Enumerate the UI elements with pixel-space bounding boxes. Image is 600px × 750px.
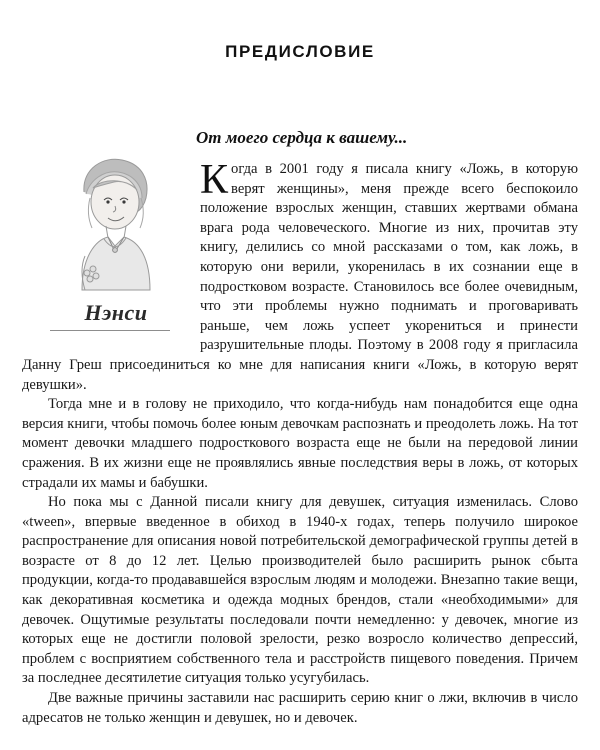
drop-cap: К — [200, 157, 229, 203]
paragraph-3: Но пока мы с Данной писали книгу для девушек, ситуация изменилась. Слово «tween», впервые введенное в обиход в 1940-х годах, теперь получило широкое распространение для описания новой потребительской демографической группы детей в возрасте от 8 до 12 лет. Целью производителей было расширить рынок сбыта продукции, когда-то продававшейся взрослым людям и молодежи. Внезапно такие вещи, как декоративная косметика и одежда модных брендов, стали «необходимыми» для девочек. Ощутимые результаты последовали почти немедленно: у девочек, многие из которых еще не достигли половой зрелости, резко возросло количество депрессий, проблем с восприятием собственного тела и расстройств пищевого поведения. Причем за последнее десятилетие ситуация только усугубилась. — [22, 494, 578, 687]
paragraph-2: Тогда мне и в голову не приходило, что когда-нибудь нам понадобится еще одна версия книги, чтобы помочь более юным девочкам распознать и преодолеть ложь. На тот момент девочки младшего подросткового возраста еще не были на передовой линии сражения. В их жизни еще не проявлялись явные последствия веры в ложь, от которых страдали их мамы и бабушки. — [22, 396, 578, 491]
section-heading: От моего сердца к вашему... — [196, 128, 408, 147]
body-text — [22, 157, 578, 728]
paragraph-1-text: огда в 2001 году я писала книгу «Ложь, в которую верят женщины», меня прежде всего беспокоило положение взрослых женщин, ставших жертвами обмана врага рода человеческого. Многие из них, прочитав эту книгу, делились со мной рассказами о том, как ложь, в которую они верили, укоренилась в их сознании еще в подростковом возрасте. Становилось все более очевидным, что эти проблемы нужно поднимать и проговаривать раньше, чем ложь успеет укорениться и принести разрушительные плоды. Поэтому в 2008 году я пригласила Данну Греш присоединиться ко мне для написания книги «Ложь, в которую верят девушки». — [22, 161, 578, 393]
page-title: ПРЕДИСЛОВИЕ — [225, 42, 375, 61]
paragraph-4: Две важные причины заставили нас расширить серию книг о лжи, включив в число адресатов не только женщин и девушек, но и девочек. — [22, 690, 578, 726]
author-signature: Нэнси — [84, 300, 148, 325]
illustration-text-wrap-spacer — [22, 160, 200, 350]
